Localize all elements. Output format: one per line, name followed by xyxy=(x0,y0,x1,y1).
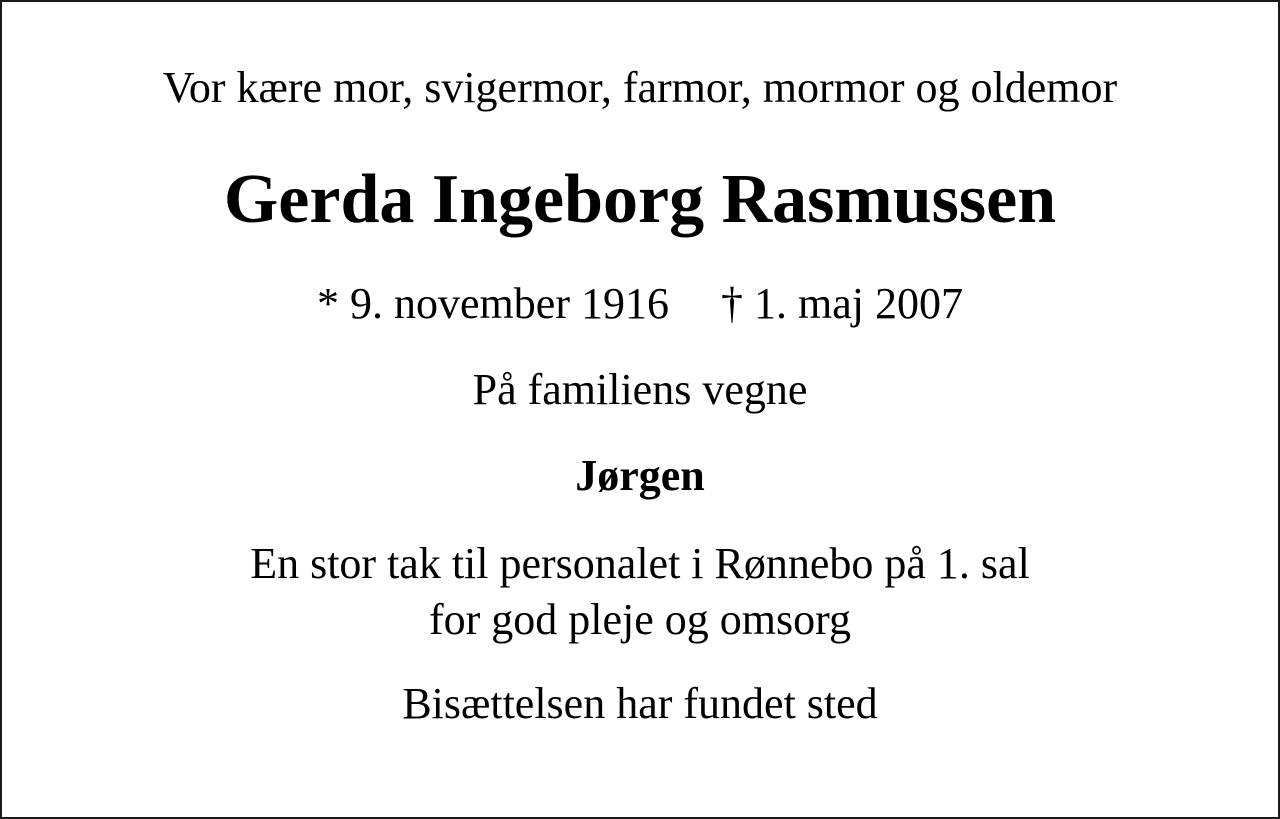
signer-name: Jørgen xyxy=(575,451,705,500)
funeral-note: Bisættelsen har fundet sted xyxy=(402,679,878,728)
death-date: † 1. maj 2007 xyxy=(720,279,963,328)
thanks-line-1: En stor tak til personalet i Rønnebo på 1. sal xyxy=(250,539,1030,588)
birth-date: * 9. november 1916 xyxy=(317,279,669,328)
thanks-line-2: for god pleje og omsorg xyxy=(428,595,852,644)
intro-line: Vor kære mor, svigermor, farmor, mormor og oldemor xyxy=(162,63,1118,112)
deceased-name: Gerda Ingeborg Rasmussen xyxy=(223,161,1057,238)
on-behalf-line: På familiens vegne xyxy=(472,365,808,414)
life-dates xyxy=(2,276,1278,332)
